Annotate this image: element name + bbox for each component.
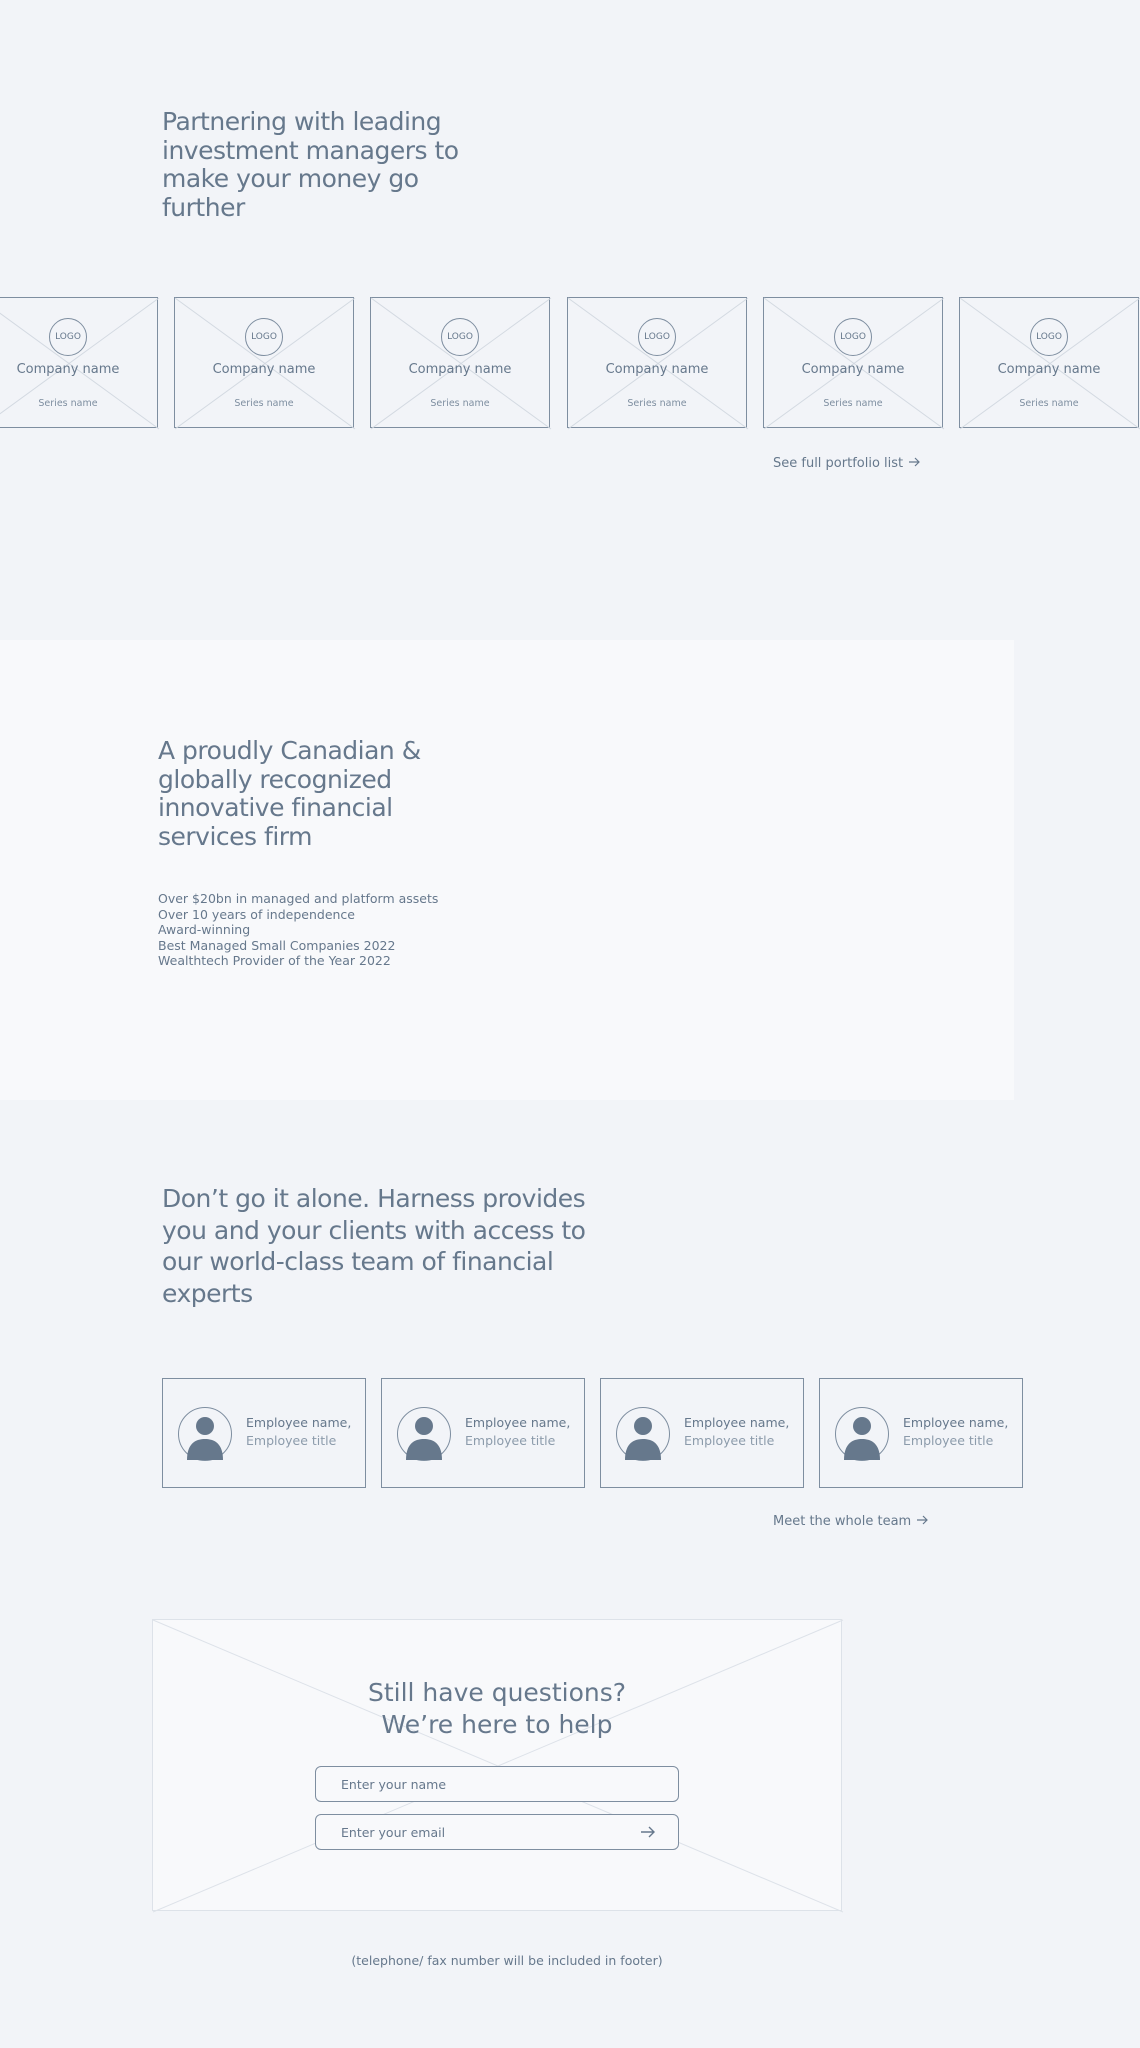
company-card[interactable] bbox=[763, 297, 943, 428]
arrow-right-icon bbox=[909, 456, 921, 471]
company-logo: LOGO bbox=[638, 318, 676, 356]
employee-card[interactable] bbox=[162, 1378, 366, 1488]
company-logo: LOGO bbox=[49, 318, 87, 356]
company-name: Company name bbox=[408, 362, 512, 377]
team-heading: Don’t go it alone. Harness provides you and your clients with access to our world-class team of financial experts bbox=[162, 1184, 586, 1308]
employee-title: Employee title bbox=[465, 1433, 556, 1448]
name-input[interactable] bbox=[316, 1767, 641, 1801]
series-name: Series name bbox=[38, 398, 98, 409]
fact-item: Over 10 years of independence bbox=[158, 906, 355, 922]
company-name: Company name bbox=[605, 362, 709, 377]
contact-heading bbox=[300, 1677, 694, 1740]
employee-title: Employee title bbox=[903, 1433, 994, 1448]
portfolio-heading: Partnering with leading investment managers to make your money go further bbox=[162, 107, 459, 222]
fact-item: Wealthtech Provider of the Year 2022 bbox=[158, 953, 391, 968]
employee-card[interactable] bbox=[600, 1378, 804, 1488]
company-card[interactable] bbox=[370, 297, 550, 428]
employee-name: Employee name, bbox=[465, 1415, 571, 1430]
employee-card[interactable] bbox=[819, 1378, 1023, 1488]
avatar-icon bbox=[178, 1407, 232, 1461]
contact-heading-line: We’re here to help bbox=[381, 1709, 613, 1739]
employee-name: Employee name, bbox=[903, 1415, 1009, 1430]
company-card[interactable] bbox=[0, 297, 158, 428]
name-field[interactable] bbox=[315, 1766, 679, 1802]
company-card[interactable] bbox=[174, 297, 354, 428]
series-name: Series name bbox=[430, 398, 490, 409]
about-facts-list bbox=[158, 891, 478, 969]
email-input[interactable] bbox=[316, 1815, 641, 1849]
avatar-icon bbox=[397, 1407, 451, 1461]
company-logo: LOGO bbox=[441, 318, 479, 356]
employee-name: Employee name, bbox=[684, 1415, 790, 1430]
series-name: Series name bbox=[627, 398, 687, 409]
series-name: Series name bbox=[1019, 398, 1079, 409]
portfolio-list-link[interactable] bbox=[773, 456, 921, 471]
employee-title: Employee title bbox=[246, 1433, 337, 1448]
portfolio-list-link-label: See full portfolio list bbox=[773, 456, 904, 471]
fact-item: Best Managed Small Companies 2022 bbox=[158, 937, 396, 953]
arrow-right-icon bbox=[917, 1514, 929, 1529]
fact-item: Over $20bn in managed and platform assets bbox=[158, 891, 439, 906]
email-field[interactable] bbox=[315, 1814, 679, 1850]
footer-note: (telephone/ fax number will be included in footer) bbox=[351, 1953, 663, 1968]
about-heading: A proudly Canadian & globally recognized innovative financial services firm bbox=[158, 736, 421, 851]
company-logo: LOGO bbox=[1030, 318, 1068, 356]
series-name: Series name bbox=[823, 398, 883, 409]
contact-form-panel bbox=[152, 1619, 842, 1911]
company-name: Company name bbox=[997, 362, 1101, 377]
company-name: Company name bbox=[801, 362, 905, 377]
employee-name: Employee name, bbox=[246, 1415, 352, 1430]
contact-heading-line: Still have questions? bbox=[367, 1678, 627, 1707]
company-name: Company name bbox=[212, 362, 316, 377]
series-name: Series name bbox=[234, 398, 294, 409]
fact-item: Award-winning bbox=[158, 922, 251, 937]
employee-card[interactable] bbox=[381, 1378, 585, 1488]
company-card[interactable] bbox=[567, 297, 747, 428]
company-logo: LOGO bbox=[834, 318, 872, 356]
meet-team-link[interactable] bbox=[773, 1514, 929, 1529]
employee-title: Employee title bbox=[684, 1433, 775, 1448]
arrow-right-icon[interactable] bbox=[640, 1824, 656, 1843]
company-name: Company name bbox=[16, 362, 120, 377]
company-logo: LOGO bbox=[245, 318, 283, 356]
avatar-icon bbox=[616, 1407, 670, 1461]
company-card[interactable] bbox=[959, 297, 1139, 428]
about-section bbox=[0, 640, 1014, 1100]
avatar-icon bbox=[835, 1407, 889, 1461]
meet-team-link-label: Meet the whole team bbox=[773, 1514, 912, 1529]
